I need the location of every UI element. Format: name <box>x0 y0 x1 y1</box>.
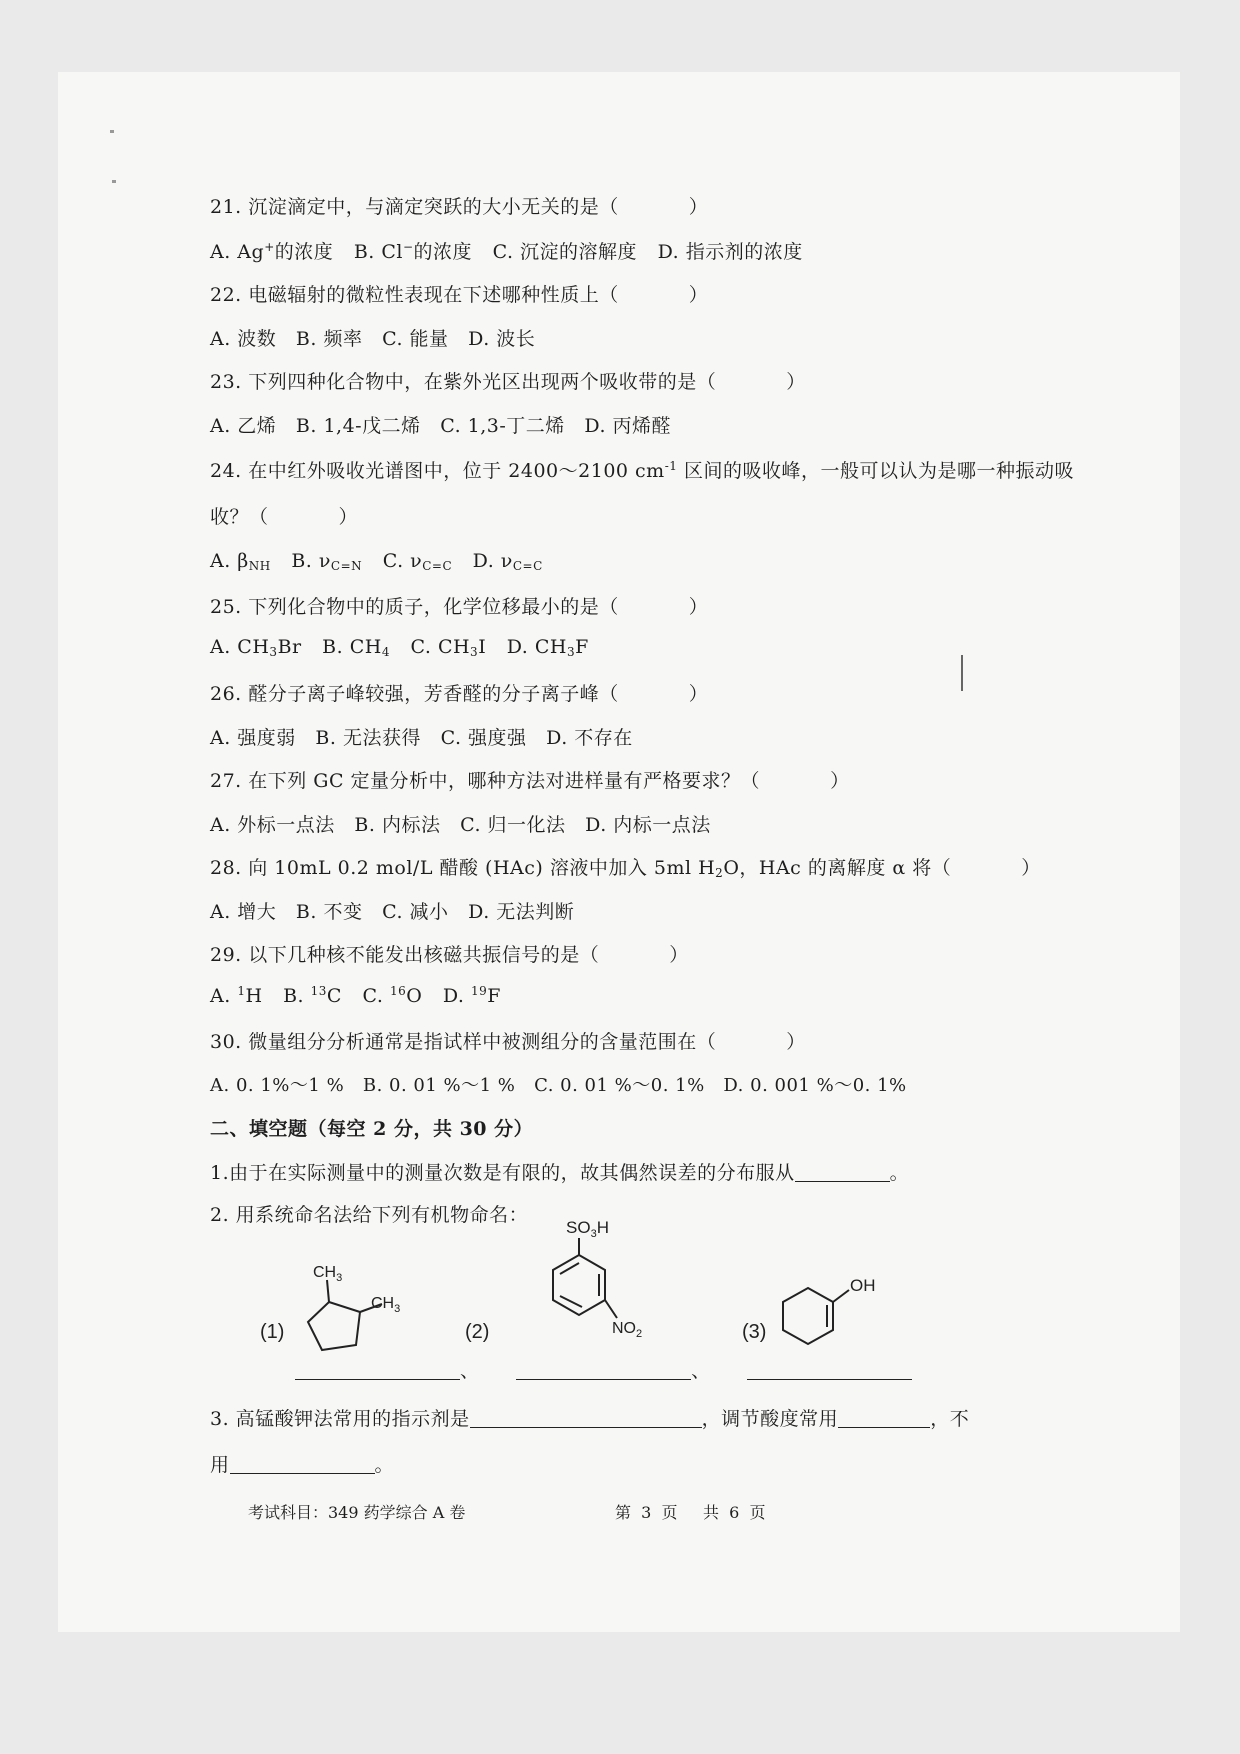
fill-question-1: 1.由于在实际测量中的测量次数是有限的，故其偶然误差的分布服从 。 <box>210 1162 910 1184</box>
question-27-options: A. 外标一点法 B. 内标法 C. 归一化法 D. 内标一点法 <box>210 814 711 836</box>
fill-question-3-cont: 用 。 <box>210 1454 395 1476</box>
answer-blank[interactable] <box>295 1361 460 1380</box>
structure-answer-blanks: 、 、 <box>295 1356 912 1383</box>
answer-blank[interactable] <box>470 1409 702 1428</box>
question-21-stem: 21. 沉淀滴定中，与滴定突跃的大小无关的是（ ） <box>210 196 709 218</box>
cyclohexene-ring <box>783 1288 833 1344</box>
question-25-options: A. $CH_3Br$ B. $CH_4$ C. $CH_3I$ D. $CH_3F$ <box>210 636 589 659</box>
question-29-stem: 29. 以下几种核不能发出核磁共振信号的是（ ） <box>210 944 689 966</box>
question-26-stem: 26. 醛分子离子峰较强，芳香醛的分子离子峰（ ） <box>210 683 709 705</box>
question-24-options: A. $\beta_{NH}$ B. $\nu_{C=N}$ C. $\nu_{C=C}$ D. $\nu_{C=C}$ <box>210 550 543 573</box>
question-27-stem: 27. 在下列 GC 定量分析中，哪种方法对进样量有严格要求？（ ） <box>210 770 850 792</box>
fill-question-3: 3. 高锰酸钾法常用的指示剂是 ，调节酸度常用 ，不 <box>210 1408 970 1430</box>
question-24-stem: 24. 在中红外吸收光谱图中，位于 2400～2100 $cm^{-1}$ 区间的吸收峰，一般可以认为是哪一种振动吸 <box>210 459 1074 482</box>
question-23-stem: 23. 下列四种化合物中，在紫外光区出现两个吸收带的是（ ） <box>210 371 806 393</box>
hydroxyl-label: OH <box>850 1276 876 1295</box>
methyl-label-2: $CH_3$ <box>371 1295 401 1315</box>
question-23-options: A. 乙烯 B. 1,4-戊二烯 C. 1,3-丁二烯 D. 丙烯醛 <box>210 415 672 437</box>
question-26-options: A. 强度弱 B. 无法获得 C. 强度强 D. 不存在 <box>210 727 633 749</box>
question-28-options: A. 增大 B. 不变 C. 减小 D. 无法判断 <box>210 901 575 923</box>
structure-label-3: (3) <box>742 1321 767 1343</box>
methyl-label-1: $CH_3$ <box>313 1264 343 1284</box>
answer-blank[interactable] <box>747 1361 912 1380</box>
fill-question-2: 2. 用系统命名法给下列有机物命名： <box>210 1204 529 1226</box>
question-29-options: A. $^1$H B. $^{13}$C C. $^{16}$O D. $^{19}$F <box>210 984 501 1007</box>
question-30-stem: 30. 微量组分分析通常是指试样中被测组分的含量范围在（ ） <box>210 1031 806 1053</box>
answer-blank[interactable] <box>516 1361 691 1380</box>
nitro-label: $NO_2$ <box>612 1320 643 1340</box>
structure-label-2: (2) <box>465 1321 490 1343</box>
cyclopentane-ring <box>308 1302 360 1350</box>
structure-label-1: (1) <box>260 1321 285 1343</box>
footer-page: 第 3 页 共 6 页 <box>615 1503 766 1522</box>
question-28-stem: 28. 向 10mL 0.2 mol/L 醋酸 (HAc) 溶液中加入 5ml $H_2O$，HAc 的离解度 α 将（ ） <box>210 857 1041 880</box>
question-22-options: A. 波数 B. 频率 C. 能量 D. 波长 <box>210 328 536 350</box>
question-25-stem: 25. 下列化合物中的质子，化学位移最小的是（ ） <box>210 596 709 618</box>
question-22-stem: 22. 电磁辐射的微粒性表现在下述哪种性质上（ ） <box>210 284 709 306</box>
question-21-options: A. Ag+的浓度 B. Cl−的浓度 C. 沉淀的溶解度 D. 指示剂的浓度 <box>210 240 803 263</box>
footer-subject: 考试科目：349 药学综合 A 卷 <box>248 1503 466 1522</box>
answer-blank[interactable] <box>230 1455 375 1474</box>
section-title: 二、填空题（每空 2 分，共 30 分） <box>210 1118 534 1140</box>
question-24-stem-cont: 收？（ ） <box>210 506 359 528</box>
sulfonic-acid-label: $SO_3H$ <box>566 1218 609 1240</box>
answer-blank[interactable] <box>838 1409 930 1428</box>
question-30-options: A. 0. 1%～1 % B. 0. 01 %～1 % C. 0. 01 %～0. 1% D. 0. 001 %～0. 1% <box>210 1075 907 1096</box>
